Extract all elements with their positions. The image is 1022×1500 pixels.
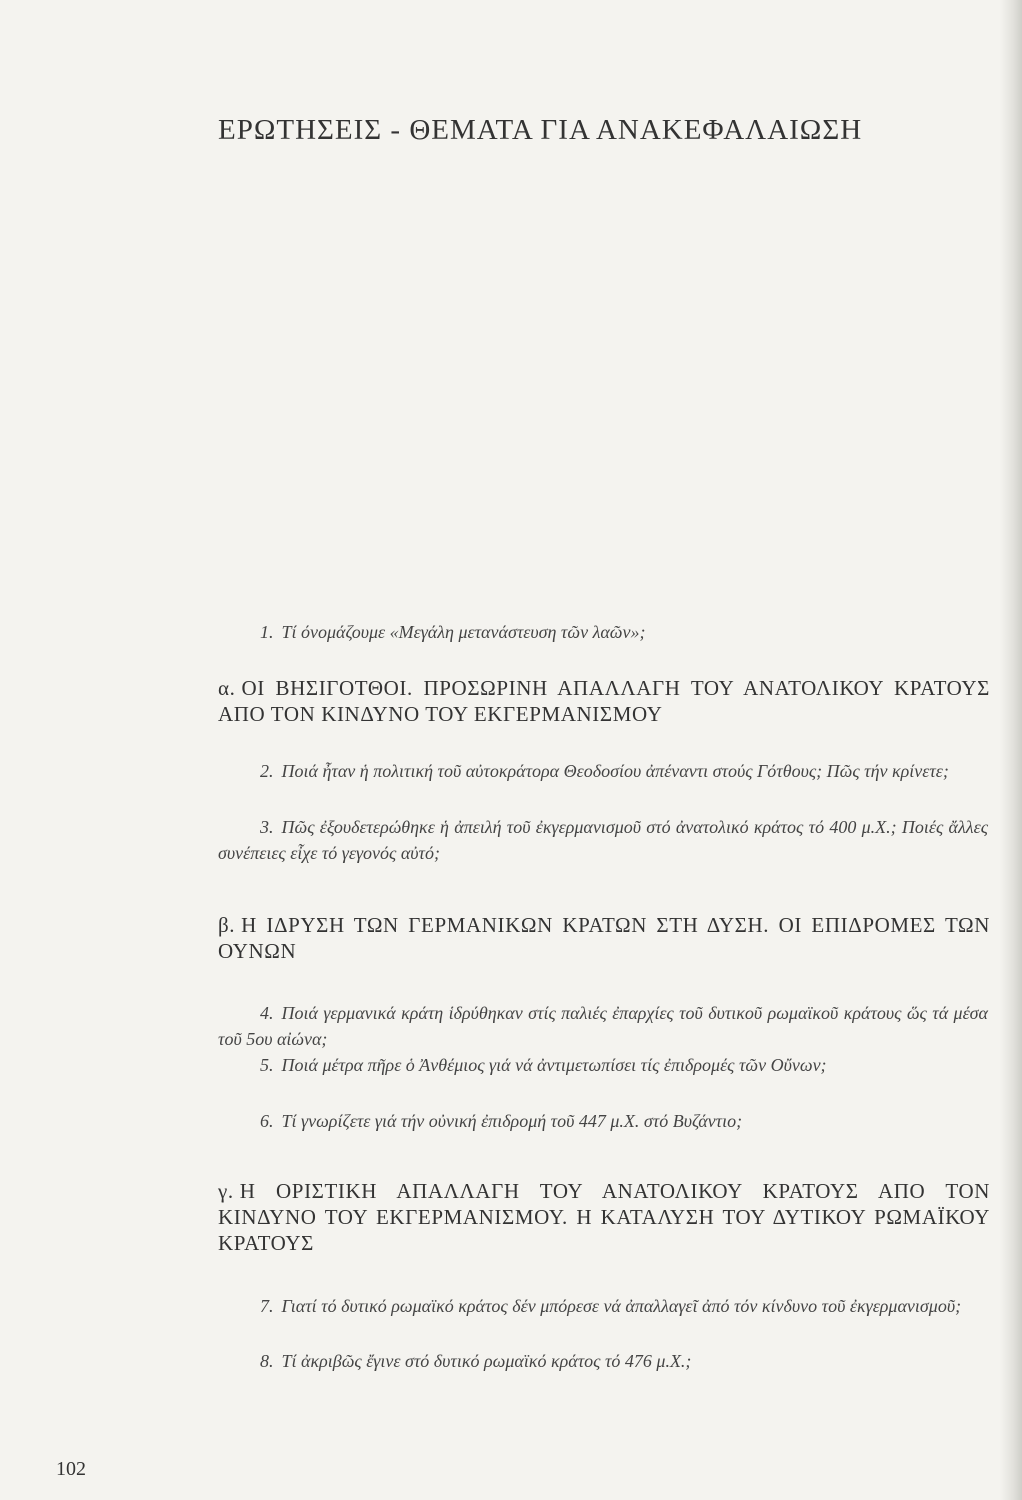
question-text: Ποιά γερμανικά κράτη ἱδρύθηκαν στίς παλιές ἐπαρχίες τοῦ δυτικοῦ ρωμαϊκοῦ κράτους ὥς τά μέσα τοῦ 5ου αἰώνα; xyxy=(218,1003,988,1049)
question-text: Ποιά ἦταν ἡ πολιτική τοῦ αὐτοκράτορα Θεοδοσίου ἀπέναντι στούς Γότθους; Πῶς τήν κρίνετε; xyxy=(281,761,949,781)
question-text: Ποιά μέτρα πῆρε ὁ Ἀνθέμιος γιά νά ἀντιμετωπίσει τίς ἐπιδρομές τῶν Οὔνων; xyxy=(281,1055,827,1075)
section-marker: β. xyxy=(218,913,236,937)
page-title: ΕΡΩΤΗΣΕΙΣ - ΘΕΜΑΤΑ ΓΙΑ ΑΝΑΚΕΦΑΛΑΙΩΣΗ xyxy=(218,114,863,146)
question-text: Γιατί τό δυτικό ρωμαϊκό κράτος δέν μπόρεσε νά ἀπαλλαγεῖ ἀπό τόν κίνδυνο τοῦ ἐκγερμανισμοῦ; xyxy=(281,1296,962,1316)
question-text: Τί ἀκριβῶς ἔγινε στό δυτικό ρωμαϊκό κράτος τό 476 μ.Χ.; xyxy=(281,1351,692,1371)
section-heading-text: Η ΙΔΡΥΣΗ ΤΩΝ ΓΕΡΜΑΝΙΚΩΝ ΚΡΑΤΩΝ ΣΤΗ ΔΥΣΗ. ΟΙ ΕΠΙΔΡΟΜΕΣ ΤΩΝ ΟΥΝΩΝ xyxy=(218,913,990,963)
section-marker: γ. xyxy=(218,1179,234,1203)
section-heading-a xyxy=(218,675,990,727)
question-4 xyxy=(218,1000,988,1052)
question-number: 6. xyxy=(260,1111,274,1131)
question-number: 7. xyxy=(260,1296,274,1316)
question-number: 4. xyxy=(260,1003,274,1023)
question-5 xyxy=(218,1052,988,1078)
section-marker: α. xyxy=(218,676,236,700)
question-number: 2. xyxy=(260,761,274,781)
question-number: 8. xyxy=(260,1351,274,1371)
question-3 xyxy=(218,814,988,866)
question-2 xyxy=(218,758,988,784)
section-heading-text: ΟΙ ΒΗΣΙΓΟΤΘΟΙ. ΠΡΟΣΩΡΙΝΗ ΑΠΑΛΛΑΓΗ ΤΟΥ ΑΝΑΤΟΛΙΚΟΥ ΚΡΑΤΟΥΣ ΑΠΟ ΤΟΝ ΚΙΝΔΥΝΟ ΤΟΥ ΕΚΓΕΡΜΑΝΙΣΜΟΥ xyxy=(218,676,990,726)
section-heading-b xyxy=(218,912,990,964)
question-1 xyxy=(218,619,988,645)
question-6 xyxy=(218,1108,988,1134)
question-number: 5. xyxy=(260,1055,274,1075)
question-number: 1. xyxy=(260,622,274,642)
question-8 xyxy=(218,1348,988,1374)
section-heading-text: Η ΟΡΙΣΤΙΚΗ ΑΠΑΛΛΑΓΗ ΤΟΥ ΑΝΑΤΟΛΙΚΟΥ ΚΡΑΤΟΥΣ ΑΠΟ ΤΟΝ ΚΙΝΔΥΝΟ ΤΟΥ ΕΚΓΕΡΜΑΝΙΣΜΟΥ. Η ΚΑΤΑΛΥΣΗ ΤΟΥ ΔΥΤΙΚΟΥ ΡΩΜΑΪΚΟΥ ΚΡΑΤΟΥΣ xyxy=(218,1179,990,1255)
question-text: Τί όνομάζουμε «Μεγάλη μετανάστευση τῶν λαῶν»; xyxy=(281,622,646,642)
page-edge-shadow xyxy=(1000,0,1022,1500)
question-text: Τί γνωρίζετε γιά τήν οὐνική ἐπιδρομή τοῦ 447 μ.Χ. στό Βυζάντιο; xyxy=(281,1111,743,1131)
section-heading-c xyxy=(218,1178,990,1256)
page-number: 102 xyxy=(56,1458,86,1480)
question-text: Πῶς ἐξουδετερώθηκε ἡ ἀπειλή τοῦ ἐκγερμανισμοῦ στό ἀνατολικό κράτος τό 400 μ.Χ.; Ποιές ἄλλες συνέπειες εἶχε τό γεγονός αὐτό; xyxy=(218,817,988,863)
question-7 xyxy=(218,1293,988,1319)
question-number: 3. xyxy=(260,817,274,837)
